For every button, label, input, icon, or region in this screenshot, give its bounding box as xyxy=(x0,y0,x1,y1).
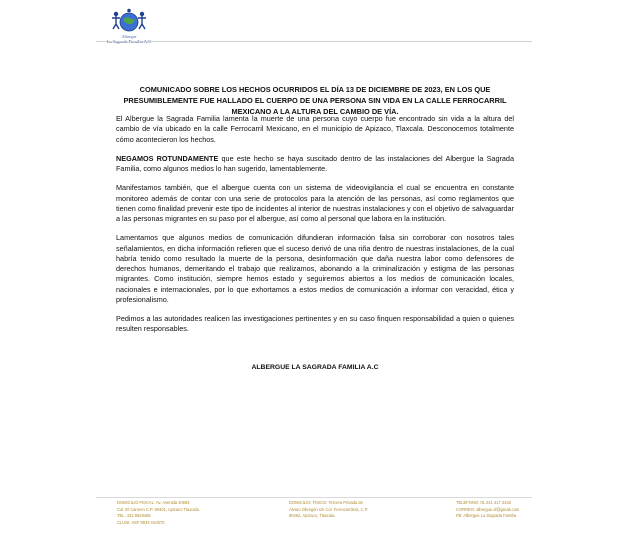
footer-line: Álvaro Obregón s/n Col. Ferrocarrilera, C.P. xyxy=(289,506,369,512)
paragraph-2 xyxy=(116,154,514,175)
paragraph-5: Pedimos a las autoridades realicen las investigaciones pertinentes y en su caso finquen responsabilidad a quien o quienes resulten responsables. xyxy=(116,314,514,334)
footer-email: CORREO: albergue.sf@gmail.com xyxy=(456,506,520,512)
footer-line: CLUNI: ASF 9833 HUI270 xyxy=(117,519,165,525)
paragraph-2-text: que este hecho se haya suscitado dentro de las instalaciones del Albergue la Sagrada Familia, como algunos medios lo han sugerido, lamentablemente. xyxy=(116,153,514,173)
footer-phone: TELÉFONO: 01 241 417 2432 xyxy=(456,500,512,505)
logo-caption xyxy=(98,34,160,44)
footer-line: Col. El Carmen C.P. 90401, Apizaco Tlaxcala. xyxy=(117,506,200,512)
signature: ALBERGUE LA SAGRADA FAMILIA A.C xyxy=(251,364,379,371)
footer-line: TEL: 432 5828486 xyxy=(117,513,151,519)
header-divider xyxy=(96,41,532,42)
footer-divider xyxy=(96,497,532,498)
paragraph-2-emphasis: NEGAMOS ROTUNDAMENTE xyxy=(116,153,219,163)
logo-line-1: Albergue xyxy=(121,34,137,39)
footer-facebook: FB: Albergue La Sagrada Familia xyxy=(456,513,517,519)
document-body xyxy=(116,114,514,344)
footer-line: 90462, Apizaco, Tlaxcala. xyxy=(289,513,336,519)
paragraph-3: Manifestamos también, que el albergue cuenta con un sistema de videovigilancia el cual se encuentra en constante monitoreo además de contar con una serie de protocolos para la atención de las personas, así como reglamentos que tienen como finalidad prevenir este tipo de incidentes al interior de nuestras instalaciones y con el objetivo de salvaguardar a las personas migrantes en su paso por el albergue, así como al personal que labora en la institución. xyxy=(116,183,514,223)
paragraph-4: Lamentamos que algunos medios de comunicación difundieran información falsa sin corroborar con nosotros tales señalamientos, en dicha información refieren que el suceso derivó de una riña dentro de nuestras instalaciones, de la cual habría tenido como resultado la muerte de la persona, desinformación que daña nuestra labor como defensores de derechos humanos, demeritando el trabajo que realizamos, abonando a la criminalización y estigma de las personas migrantes. Como institución, siempre hemos estado y seguiremos abiertos a los medios de comunicación locales, nacionales e internacionales, por lo que exhortamos a estos medios de comunicación a informar con veracidad, ética y profesionalismo. xyxy=(116,233,514,304)
footer-line: DOMICILIO FISCAL: Av. Avenida 40693 xyxy=(117,500,190,505)
globe-people-logo-icon xyxy=(110,8,148,34)
footer-physical-address xyxy=(289,500,369,520)
paragraph-1: El Albergue la Sagrada Familia lamenta la muerte de una persona cuyo cuerpo fue encontrado sin vida a la altura del cambio de vía ubicado en la calle Ferrocarril Mexicano, en el municipio de Apizaco, Tlaxcala. Desconocemos totalmente cómo acontecieron los hechos. xyxy=(116,114,514,144)
footer-line: DOMICILIO: FÍSICO: Tercera Privada de xyxy=(289,500,363,505)
document-title: COMUNICADO SOBRE LOS HECHOS OCURRIDOS EL DÍA 13 DE DICIEMBRE DE 2023, EN LOS QUE PRESUMIBLEMENTE FUE HALLADO EL CUERPO DE UNA PERSONA SIN VIDA EN LA CALLE FERROCARRIL MEXICANO A LA ALTURA DEL CAMBIO DE VÍA. xyxy=(123,85,507,117)
footer-contact xyxy=(456,500,536,520)
footer-fiscal-address xyxy=(117,500,227,526)
